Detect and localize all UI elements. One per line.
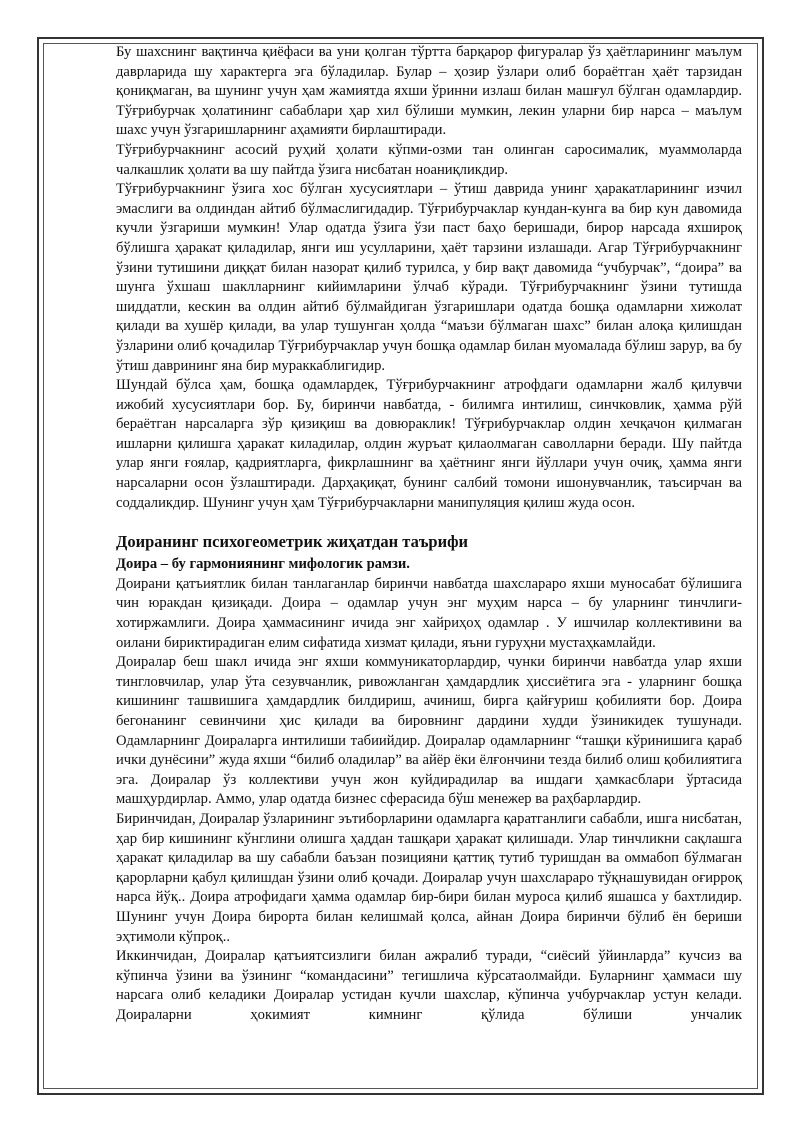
paragraph: Доирани қатъиятлик билан танлаганлар биринчи навбатда шахслараро яхши муносабат бўлишига чин юракдан қизиқади. Доира – одамлар учун энг муҳим нарса – бу уларнинг тинчлиги-хотиржамлиги. Доира ҳаммасининг ичида энг хайриҳоҳ одамлар . У ишчилар коллективини ва оилани бириктирадиган елим сифатида хизмат қилади, яъни гуруҳни мустаҳкамлайди. bbox=[116, 575, 742, 651]
paragraph: Иккинчидан, Доиралар қатъиятсизлиги билан ажралиб туради, “сиёсий ўйинларда” кучсиз ва кўпинча ўзини ва ўзининг “командасини” тегишлича кўрсатаолмайди. Буларнинг ҳаммаси шу нарсага олиб келадики Доиралар устидан кучли шахслар, кўпинча учбурчаклар устун келади. Доираларни ҳокимият кимнинг қўлида бўлиши унчалик bbox=[116, 948, 742, 1023]
paragraph: Доиралар беш шакл ичида энг яхши коммуникаторлардир, чунки биринчи навбатда улар яхши тингловчилар, улар ўта сезувчанлик, ривожланган ҳамдардлик ҳиссиётига эга - уларнинг бошқа кишининг ташвишига ҳамдардлик билдириш, ачиниш, бирга қайғуриш қобилияти бор. Доира бегонанинг севинчини ҳис қилади ва бировнинг дардини худди ўзиникидек тушунади. Одамларнинг Доираларга интилиши табиийдир. Доиралар одамларнинг “ташқи кўринишига қараб ички дунёсини” жуда яхши “билиб оладилар” ва айёр ёки ёлғончини тезда билиб олиш қобилиятига эга. Доиралар ўз коллективи учун жон куйдирадилар ва ишдаги ҳамкасблари ўртасида машҳурдирлар. Аммо, улар одатда бизнес сферасида бўш менежер ва раҳбарлардир. bbox=[116, 654, 742, 808]
paragraph: Биринчидан, Доиралар ўзларининг эътиборларини одамларга қаратганлиги сабабли, ишга нисбатан, ҳар бир кишининг кўнглини олишга ҳаддан ташқари ҳаракат қилишади. Улар тинчликни сақлашга ҳаракат қиладилар ва шу сабабли баъзан позицияни қаттиқ тутиб туришдан ва оммабоп бўлмаган қарорларни қабул қилишдан ўзини олиб қочади. Доиралар учун шахслараро тўқнашувидан оғирроқ нарса йўқ.. Доира атрофидаги ҳамма одамлар бир-бири билан муроса қилиб яшашса у бахтлидир. Шунинг учун Доира бирорта билан келишмай қолса, айнан Доира биринчи бўлиб ён бериши эҳтимоли кўпроқ.. bbox=[116, 810, 742, 945]
paragraph: Тўғрибурчакнинг асосий руҳий ҳолати кўпми-озми тан олинган саросималик, муаммоларда чалкашлик ҳолати ва шу пайтда ўзига нисбатан ноаниқликдир. bbox=[116, 141, 742, 178]
paragraph: Шундай бўлса ҳам, бошқа одамлардек, Тўғрибурчакнинг атрофдаги одамларни жалб қилувчи ижобий хусусиятлари бор. Бу, биринчи навбатда, - билимга интилиш, синчковлик, ҳамма рўй бераётган нарсаларга зўр қизиқиш ва довюраклик! Тўғрибурчаклар олдин хечқачон қилмаган ишларни қилишга ҳаракат киладилар, олдин журъат қилаолмаган саволларни беради. Шу пайтда улар янги ғоялар, қадриятларга, фикрлашнинг ва ҳаётнинг янги йўллари учун очиқ, ҳамма янги нарсаларни осон ўзлаштиради. Дарҳақиқат, бунинг салбий томони ишонувчанлик, таъсирчан ва соддаликдир. Шунинг учун ҳам Тўғрибурчакларни манипуляция қилиш жуда осон. bbox=[116, 377, 742, 511]
paragraph: Бу шахснинг вақтинча қиёфаси ва уни қолган тўртта барқарор фигуралар ўз ҳаётларининг маълум даврларида шу характерга эга бўладилар. Булар – ҳозир ўзлари олиб бораётган ҳаёт тарзидан қониқмаган, ва шунинг учун ҳам жамиятда яхши ўринни излаш билан машғул бўлган одамлардир. Тўғрибурчак ҳолатининг сабаблари ҳар хил бўлиши мумкин, лекин уларни бир нарса – маълум шахс учун ўзгаришларнинг аҳамияти бирлаштиради. bbox=[116, 44, 742, 139]
section-heading: Доиранинг психогеометрик жиҳатдан таърифи bbox=[116, 532, 469, 552]
document-body bbox=[116, 43, 742, 1026]
paragraph: Тўғрибурчакнинг ўзига хос бўлган хусусиятлари – ўтиш даврида унинг ҳаракатларининг изчил эмаслиги ва олдиндан айтиб бўлмаслигидадир. Тўғрибурчаклар кундан-кунга ва бир кун давомида кучли ўзгариши мумкин! Улар одатда ўзига ўзи паст баҳо беришади, бирор нарсада яхшироқ бўлишга ҳаракат қиладилар, янги иш усулларини, ҳаёт тарзини излашади. Агар Тўғрибурчакнинг ўзини тутишини диққат билан назорат қилиб турилса, у бир вақт давомида “учбурчак”, “доира” ва шунга ўхшаш шаклларнинг кийимларини ўлчаб кўради. Тўғрибурчакнинг ўзини тутишда шиддатли, кескин ва олдин айтиб бўлмайдиган ўзгаришлари одатда бошқа одамларни хижолат қилади ва хушёр қилади, ва улар тушунган ҳолда “маъзи бўлмаган шахс” билан алоқа қилишдан ўзларини олиб қочадилар Тўғрибурчаклар учун бошқа одамлар билан муомалада бўлиш зарур, ва бу ўтиш даврининг яна бир мураккаблигидир. bbox=[116, 181, 742, 374]
section-subheading: Доира – бу гармониянинг мифологик рамзи. bbox=[116, 556, 410, 573]
